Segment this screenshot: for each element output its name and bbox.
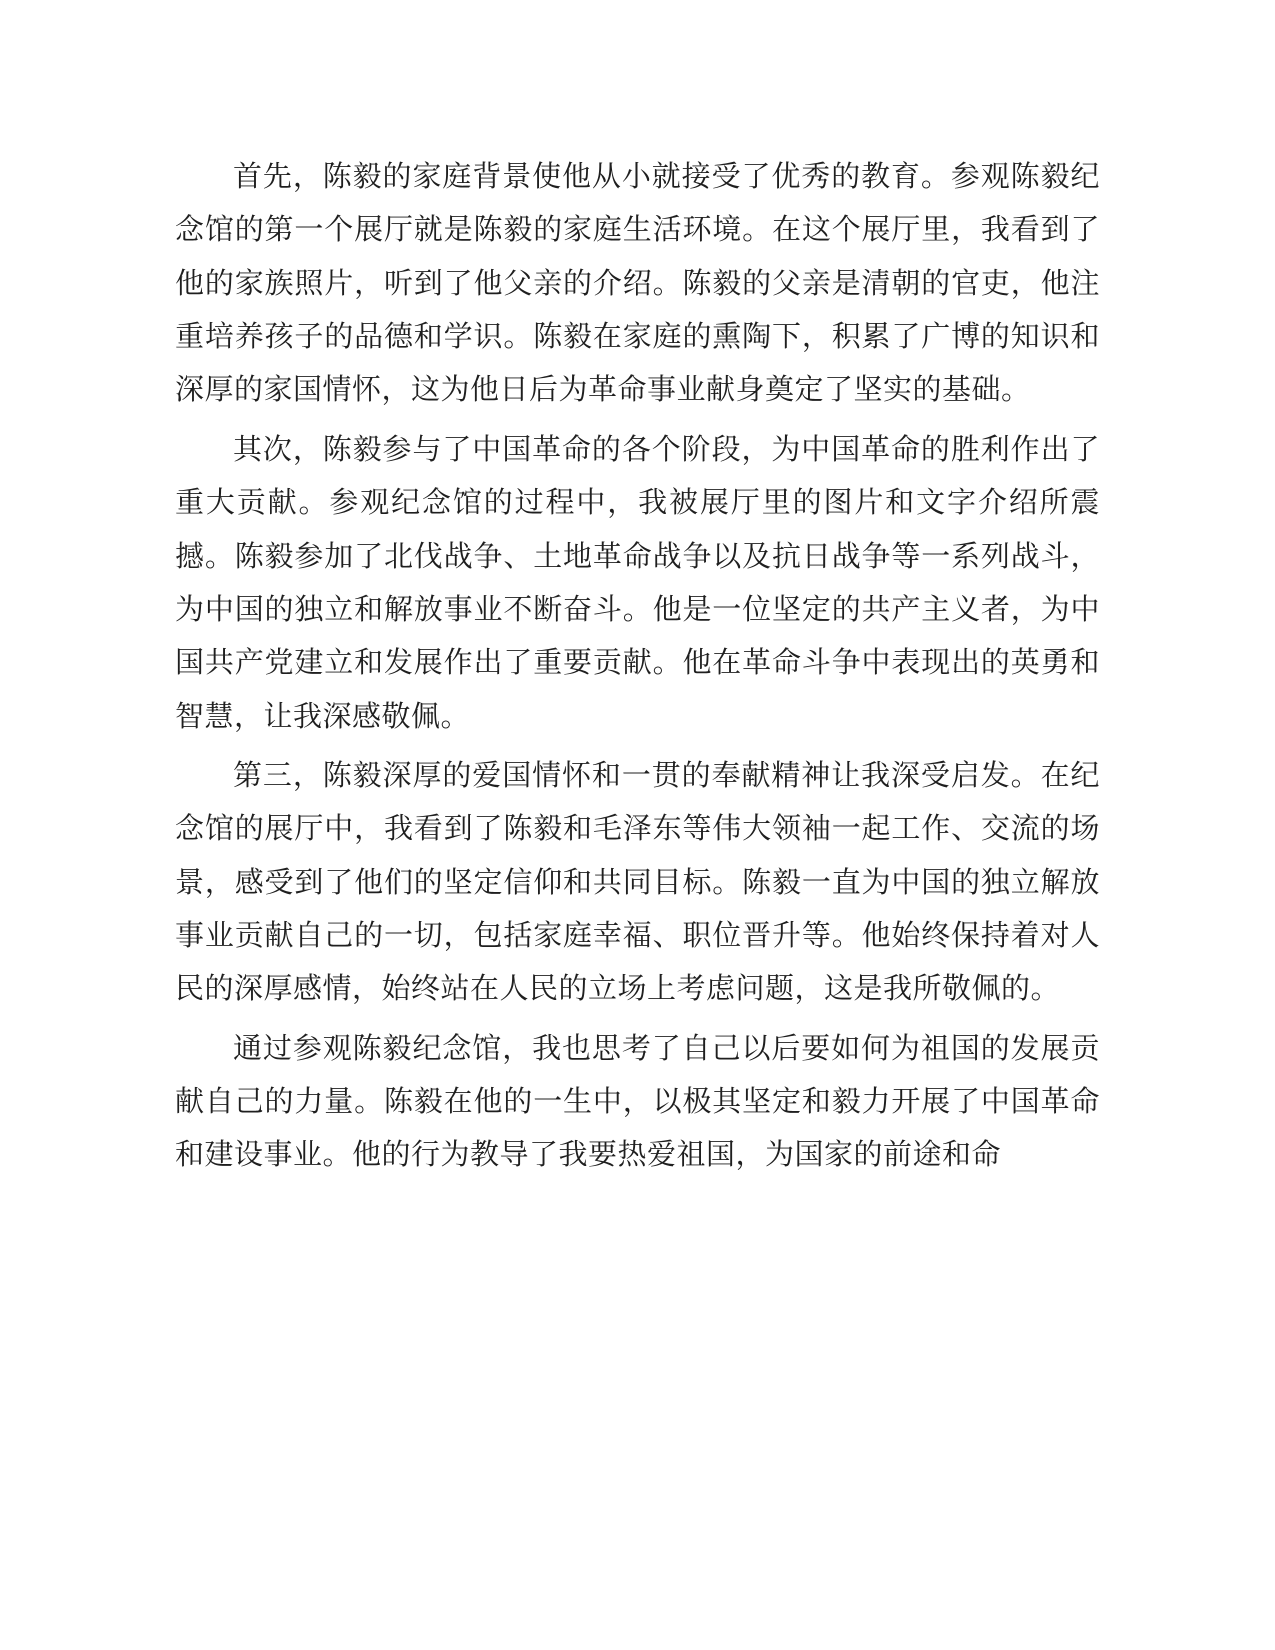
document-body: [175, 150, 1100, 1182]
paragraph-4: 通过参观陈毅纪念馆，我也思考了自己以后要如何为祖国的发展贡献自己的力量。陈毅在他的一生中，以极其坚定和毅力开展了中国革命和建设事业。他的行为教导了我要热爱祖国，为国家的前途和命: [175, 1030, 1100, 1172]
paragraph-1: 首先，陈毅的家庭背景使他从小就接受了优秀的教育。参观陈毅纪念馆的第一个展厅就是陈毅的家庭生活环境。在这个展厅里，我看到了他的家族照片，听到了他父亲的介绍。陈毅的父亲是清朝的官吏，他注重培养孩子的品德和学识。陈毅在家庭的熏陶下，积累了广博的知识和深厚的家国情怀，这为他日后为革命事业献身奠定了坚实的基础。: [175, 159, 1100, 407]
paragraph-3: 第三，陈毅深厚的爱国情怀和一贯的奉献精神让我深受启发。在纪念馆的展厅中，我看到了陈毅和毛泽东等伟大领袖一起工作、交流的场景，感受到了他们的坚定信仰和共同目标。陈毅一直为中国的独立解放事业贡献自己的一切，包括家庭幸福、职位晋升等。他始终保持着对人民的深厚感情，始终站在人民的立场上考虑问题，这是我所敬佩的。: [175, 757, 1100, 1006]
paragraph-2: 其次，陈毅参与了中国革命的各个阶段，为中国革命的胜利作出了重大贡献。参观纪念馆的过程中，我被展厅里的图片和文字介绍所震撼。陈毅参加了北伐战争、土地革命战争以及抗日战争等一系列战斗，为中国的独立和解放事业不断奋斗。他是一位坚定的共产主义者，为中国共产党建立和发展作出了重要贡献。他在革命斗争中表现出的英勇和智慧，让我深感敬佩。: [175, 431, 1100, 733]
